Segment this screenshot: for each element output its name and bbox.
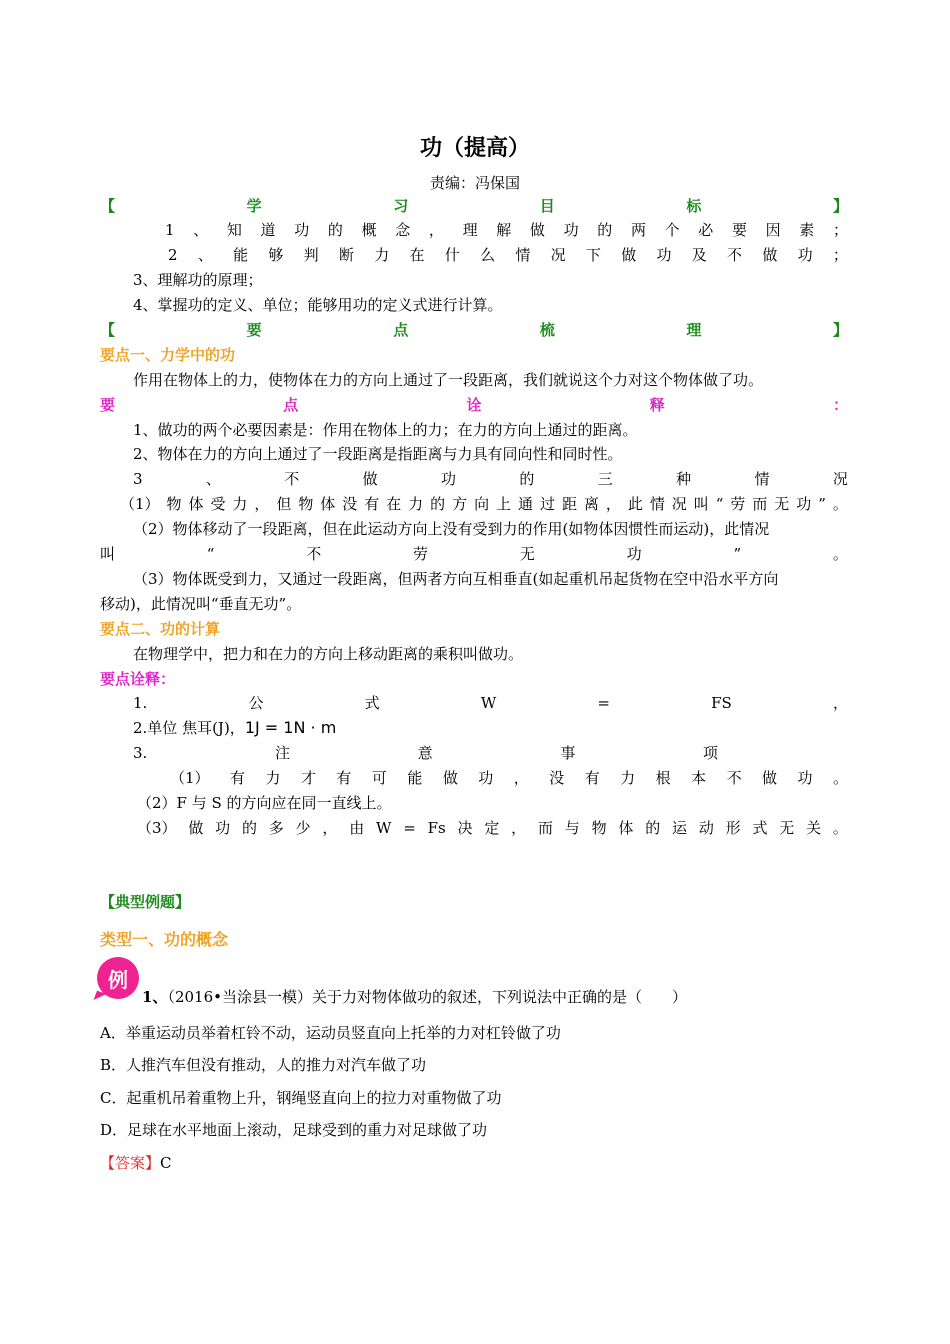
note-1 [170,768,848,788]
spaced-char: 上 [496,495,512,513]
spaced-char: 劳 [730,495,746,513]
spaced-char: 下 [585,246,601,264]
spaced-char: （1） [120,495,160,513]
spaced-char: 及 [691,246,707,264]
spaced-char: 的 [327,221,343,239]
question-1 [142,987,687,1007]
page-title: 功（提高） [419,136,530,161]
spaced-char: 式 [364,694,380,712]
spaced-char: 种 [676,470,692,488]
spaced-char: 道 [260,221,276,239]
spaced-char: 点 [283,396,299,414]
spaced-char: 功 [796,495,812,513]
unit-formula: 1J = 1N · m [244,718,337,737]
spaced-char: ， [605,495,621,513]
spaced-char: 功 [797,246,813,264]
answer-line [100,1153,172,1173]
spaced-char: 形 [725,819,741,837]
spaced-char: = [403,819,416,837]
point-1-title: 要点一、力学中的功 [100,346,236,364]
spaced-char: 有 [336,769,352,787]
spaced-char: 不 [727,246,743,264]
goal-item-1 [165,220,848,240]
option-c: C．起重机吊着重物上升，钢绳竖直向上的拉力对重物做了功 [100,1089,502,1107]
spaced-char: 劳 [413,545,429,563]
spaced-char: （1） [170,769,210,787]
spaced-char: 1. [133,694,148,712]
spaced-char: 决 [457,819,473,837]
spaced-char: ， [832,694,848,712]
spaced-char: = [597,694,610,712]
spaced-char: 况 [550,246,566,264]
spaced-char: 叫 [693,495,709,513]
point-2-title: 要点二、功的计算 [100,620,221,638]
spaced-char: 三 [597,470,613,488]
spaced-char: 解 [496,221,512,239]
spaced-char: 。 [832,819,848,837]
spaced-char: 标 [686,197,702,215]
spaced-char: 力 [232,495,248,513]
spaced-char: 有 [584,769,600,787]
spaced-char: 知 [226,221,242,239]
spaced-char: 要 [731,221,747,239]
spaced-char: 】 [832,321,848,339]
spaced-char: 1 [165,221,175,239]
spaced-char: 此 [627,495,643,513]
spaced-char: 项 [702,744,718,762]
spaced-char: 么 [480,246,496,264]
spaced-char: W [376,819,392,837]
spaced-char: 做 [188,819,204,837]
spaced-char: 有 [230,769,246,787]
spaced-char: 动 [698,819,714,837]
spaced-char: 、 [205,470,221,488]
spaced-char: 定 [484,819,500,837]
spaced-char: 物 [298,495,314,513]
point-1-explain-heading [100,395,848,415]
example-badge-label: 例 [108,967,128,992]
spaced-char: 3 [133,470,143,488]
spaced-char: 无 [774,495,790,513]
spaced-char: “ [715,495,724,513]
spaced-char: 距 [561,495,577,513]
spaced-char: 习 [393,197,409,215]
spaced-char: 什 [444,246,460,264]
spaced-char: ” [818,495,826,513]
type-1-title: 类型一、功的概念 [100,930,229,949]
spaced-char: 的 [430,495,446,513]
spaced-char: 功 [656,246,672,264]
spaced-char: 。 [832,545,848,563]
spaced-char: 断 [338,246,354,264]
unit-line [133,718,336,738]
spaced-char: ” [733,545,742,563]
note-2: （2）F 与 S 的方向应在同一直线上。 [137,794,392,812]
spaced-char: 】 [832,197,848,215]
spaced-char: ： [832,396,848,414]
spaced-char: 根 [655,769,671,787]
spaced-char: 物 [591,819,607,837]
spaced-char: 释 [649,396,665,414]
spaced-char: 理 [686,321,702,339]
points-heading [100,320,848,340]
spaced-char: 、 [193,221,209,239]
spaced-char: 必 [698,221,714,239]
spaced-char: 功 [478,769,494,787]
spaced-char: 做 [442,769,458,787]
point-2-text: 在物理学中，把力和在力的方向上移动距离的乘积叫做功。 [133,645,524,663]
spaced-char: 过 [539,495,555,513]
spaced-char: 情 [515,246,531,264]
unit-label: 2.单位 焦耳(J)， [133,719,245,737]
spaced-char: 向 [474,495,490,513]
spaced-char: 功 [215,819,231,837]
spaced-char: ， [322,819,338,837]
explain-3-3a: （3）物体既受到力，又通过一段距离，但两者方向互相垂直(如起重机吊起货物在空中沿水平方向 [133,570,779,588]
spaced-char: ， [254,495,270,513]
spaced-char: 能 [407,769,423,787]
spaced-char: 力 [408,495,424,513]
spaced-char: ， [428,221,444,239]
spaced-char: Fs [427,819,446,837]
editor-line: 责编：冯保国 [429,174,520,192]
spaced-char: 情 [754,470,770,488]
spaced-char: 力 [620,769,636,787]
spaced-char: 要 [246,321,262,339]
spaced-char: 理 [462,221,478,239]
spaced-char: 况 [671,495,687,513]
spaced-char: 而 [537,819,553,837]
spaced-char: 叫 [100,545,116,563]
spaced-char: 功 [441,470,457,488]
spaced-char: 少 [295,819,311,837]
spaced-char: 两 [630,221,646,239]
goal-item-3: 3、理解功的原理； [133,271,263,289]
spaced-char: 素 [799,221,815,239]
spaced-char: 运 [672,819,688,837]
goal-item-2 [168,245,848,265]
goal-item-4: 4、掌握功的定义、单位；能够用功的定义式进行计算。 [133,296,503,314]
point-1-text: 作用在物体上的力，使物体在力的方向上通过了一段距离，我们就说这个力对这个物体做了功。 [133,371,764,389]
spaced-char: 点 [393,321,409,339]
option-b: B．人推汽车但没有推动，人的推力对汽车做了功 [100,1056,427,1074]
spaced-char: 没 [549,769,565,787]
spaced-char: 的 [241,819,257,837]
explain-3-2a: （2）物体移动了一段距离，但在此运动方向上没有受到力的作用(如物体因惯性而运动)，此情况 [133,520,770,538]
spaced-char: ； [832,246,848,264]
spaced-char: W [480,694,497,712]
goals-heading [100,196,848,216]
explain-2: 2、物体在力的方向上通过了一段距离是指距离与力具有同向性和同时性。 [133,445,623,463]
explain-3-3b: 移动)，此情况叫“垂直无功”。 [100,595,302,613]
question-1-text: （2016•当涂县一模）关于力对物体做功的叙述，下列说法中正确的是（ ） [167,988,687,1006]
spaced-char: 3. [133,744,148,762]
spaced-char: 做 [762,246,778,264]
answer-label: 【答案】 [100,1154,161,1172]
option-a: A．举重运动员举着杠铃不动，运动员竖直向上托举的力对杠铃做了功 [100,1024,561,1042]
spaced-char: （3） [137,819,177,837]
spaced-char: 不 [284,470,300,488]
spaced-char: 做 [362,470,378,488]
spaced-char: 不 [306,545,322,563]
spaced-char: 、 [197,246,213,264]
explain-1: 1、做功的两个必要因素是：作用在物体上的力；在力的方向上通过的距离。 [133,421,638,439]
spaced-char: 没 [342,495,358,513]
spaced-char: 【 [100,321,116,339]
spaced-char: 要 [100,396,116,414]
spaced-char: 而 [752,495,768,513]
spaced-char: 但 [276,495,292,513]
spaced-char: 本 [691,769,707,787]
spaced-char: 不 [726,769,742,787]
spaced-char: 方 [452,495,468,513]
point-2-explain-heading: 要点诠释： [100,670,176,688]
spaced-char: 无 [519,545,535,563]
question-1-number: 1、 [142,988,168,1006]
spaced-char: 判 [303,246,319,264]
spaced-char: 况 [832,470,848,488]
spaced-char: FS [711,694,732,712]
spaced-char: 体 [320,495,336,513]
spaced-char: “ [206,545,215,563]
explain-3-1 [120,494,848,514]
spaced-char: 的 [519,470,535,488]
spaced-char: 功 [563,221,579,239]
spaced-char: 才 [300,769,316,787]
spaced-char: 可 [371,769,387,787]
spaced-char: 体 [618,819,634,837]
spaced-char: 情 [649,495,665,513]
spaced-char: 意 [417,744,433,762]
spaced-char: 学 [246,197,262,215]
spaced-char: 式 [752,819,768,837]
spaced-char: 无 [779,819,795,837]
spaced-char: 。 [832,495,848,513]
spaced-char: 目 [539,197,555,215]
spaced-char: 2 [168,246,178,264]
option-d: D．足球在水平地面上滚动，足球受到的重力对足球做了功 [100,1121,488,1139]
spaced-char: 离 [583,495,599,513]
spaced-char: 功 [294,221,310,239]
spaced-char: 因 [765,221,781,239]
notes-heading [133,743,718,763]
spaced-char: 通 [518,495,534,513]
spaced-char: 够 [268,246,284,264]
spaced-char: 关 [806,819,822,837]
spaced-char: 做 [621,246,637,264]
spaced-char: 个 [664,221,680,239]
spaced-char: 做 [762,769,778,787]
spaced-char: 念 [395,221,411,239]
spaced-char: 有 [364,495,380,513]
spaced-char: 概 [361,221,377,239]
spaced-char: 物 [166,495,182,513]
spaced-char: 能 [233,246,249,264]
spaced-char: 注 [274,744,290,762]
example-badge [97,957,139,999]
spaced-char: ； [832,221,848,239]
spaced-char: 诠 [466,396,482,414]
spaced-char: 体 [188,495,204,513]
explain-3-2b [100,544,848,564]
spaced-char: 受 [210,495,226,513]
spaced-char: 在 [409,246,425,264]
explain-3 [133,469,848,489]
spaced-char: 梳 [539,321,555,339]
answer-value: C [160,1154,172,1172]
spaced-char: 与 [564,819,580,837]
examples-heading: 【典型例题】 [100,893,191,911]
spaced-char: 多 [268,819,284,837]
spaced-char: 做 [529,221,545,239]
spaced-char: ， [513,769,529,787]
note-3 [137,818,848,838]
spaced-char: ， [511,819,527,837]
spaced-char: 由 [349,819,365,837]
spaced-char: 力 [265,769,281,787]
spaced-char: 在 [386,495,402,513]
spaced-char: 。 [832,769,848,787]
formula-line [133,693,848,713]
spaced-char: 功 [626,545,642,563]
spaced-char: 力 [374,246,390,264]
spaced-char: 功 [797,769,813,787]
spaced-char: 公 [248,694,264,712]
spaced-char: 的 [597,221,613,239]
spaced-char: 事 [560,744,576,762]
spaced-char: 【 [100,197,116,215]
spaced-char: 的 [645,819,661,837]
